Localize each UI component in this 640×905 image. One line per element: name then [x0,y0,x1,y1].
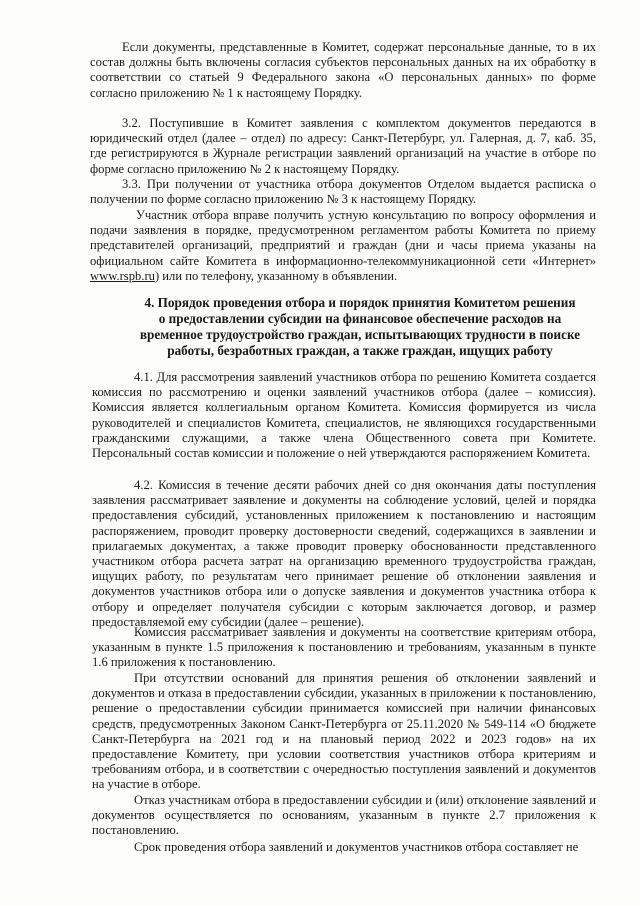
paragraph-criteria: Комиссия рассматривает заявления и документы на соответствие критериям отбора, указанным в пункте 1.5 приложения к постановлению и требованиям, указанным в пункте 1.6 приложения к постановлению. [92,625,596,670]
paragraph-4-1: 4.1. Для рассмотрения заявлений участников отбора по решению Комитета создается комиссия по рассмотрению и оценки заявлений участников отбора (далее – комиссия). Комиссия является коллегиальным органом Комитета. Комиссия формируется из числа руководителей и специалистов Комитета, специалистов, не являющихся государственными гражданскими служащими, а также члена Общественного совета при Комитете. Персональный состав комиссии и положение о ней утверждаются распоряжением Комитета. [92,370,596,461]
paragraph-4-2: 4.2. Комиссия в течение десяти рабочих дней со дня окончания даты поступления заявления рассматривает заявление и документы на соблюдение условий, целей и порядка предоставления субсидий, установленных приложением к постановлению и настоящим распоряжением, проводит проверку достоверности сведений, содержащихся в заявлении и прилагаемых документах, а также проводит проверку обоснованности представленного участником отбора расчета затрат на организацию временного трудоустройства граждан, ищущих работу, по результатам чего принимает решение об отклонении заявления и документов участников отбора или о допуске заявления и документов участника отбора к отбору и определяет получателя субсидии с которым заключается договор, и размер предоставляемой ему субсидии (далее – решение). [92,478,596,629]
paragraph-decision: При отсутствии оснований для принятия решения об отклонении заявлений и документов и отказа в предоставлении субсидии, указанных в приложении к постановлению, решение о предоставлении субсидии принимается комиссией при наличии финансовых средств, предусмотренных Законом Санкт-Петербурга от 25.11.2020 № 549-114 «О бюджете Санкт-Петербурга на 2021 год и на плановый период 2022 и 2023 годов» на их предоставление Комитету, при условии соответствия участников отбора критериям и требованиям отбора, и в соответствии с очередностью поступления заявлений и документов на участие в отборе. [92,671,596,792]
heading-line-2: о предоставлении субсидии на финансовое обеспечение расходов на [158,311,562,326]
rspb-website-link[interactable]: www.rspb.ru [90,268,155,283]
heading-line-3: временное трудоустройство граждан, испытывающих трудности в поиске [139,327,581,342]
paragraph-consultation [90,208,596,284]
consultation-text-before: Участник отбора вправе получить устную консультацию по вопросу оформления и подачи заявления в порядке, предусмотренном регламентом работы Комитета по приему представителей организаций, предприятий и граждан (дни и часы приема указаны на официальном сайте Комитета в информационно-телекоммуникационной сети «Интернет» [90,208,596,268]
paragraph-personal-data-consent: Если документы, представленные в Комитет, содержат персональные данные, то в их состав должны быть включены согласия субъектов персональных данных на их обработку в соответствии со статьей 9 Федерального закона «О персональных данных» по форме согласно приложению № 1 к настоящему Порядку. [90,40,596,100]
paragraph-3-3: 3.3. При получении от участника отбора документов Отделом выдается расписка о получении по форме согласно приложению № 3 к настоящему Порядку. [90,177,596,207]
heading-line-1: 4. Порядок проведения отбора и порядок принятия Комитетом решения [144,295,576,310]
paragraph-refusal: Отказ участникам отбора в предоставлении субсидии и (или) отклонение заявлений и документов осуществляется по основаниям, указанным в пункте 2.7 приложения к постановлению. [92,793,596,838]
section-4-heading [110,295,610,359]
paragraph-3-2: 3.2. Поступившие в Комитет заявления с комплектом документов передаются в юридический отдел (далее – отдел) по адресу: Санкт-Петербург, ул. Галерная, д. 7, каб. 35, где регистрируются в Журнале регистрации заявлений организаций на участие в отборе по форме согласно приложению № 2 к настоящему Порядку. [90,116,596,176]
heading-line-4: работы, безработных граждан, а также граждан, ищущих работу [167,343,553,358]
paragraph-selection-period: Срок проведения отбора заявлений и документов участников отбора составляет не [134,840,579,854]
consultation-text-after: ) или по телефону, указанному в объявлении. [154,268,398,283]
